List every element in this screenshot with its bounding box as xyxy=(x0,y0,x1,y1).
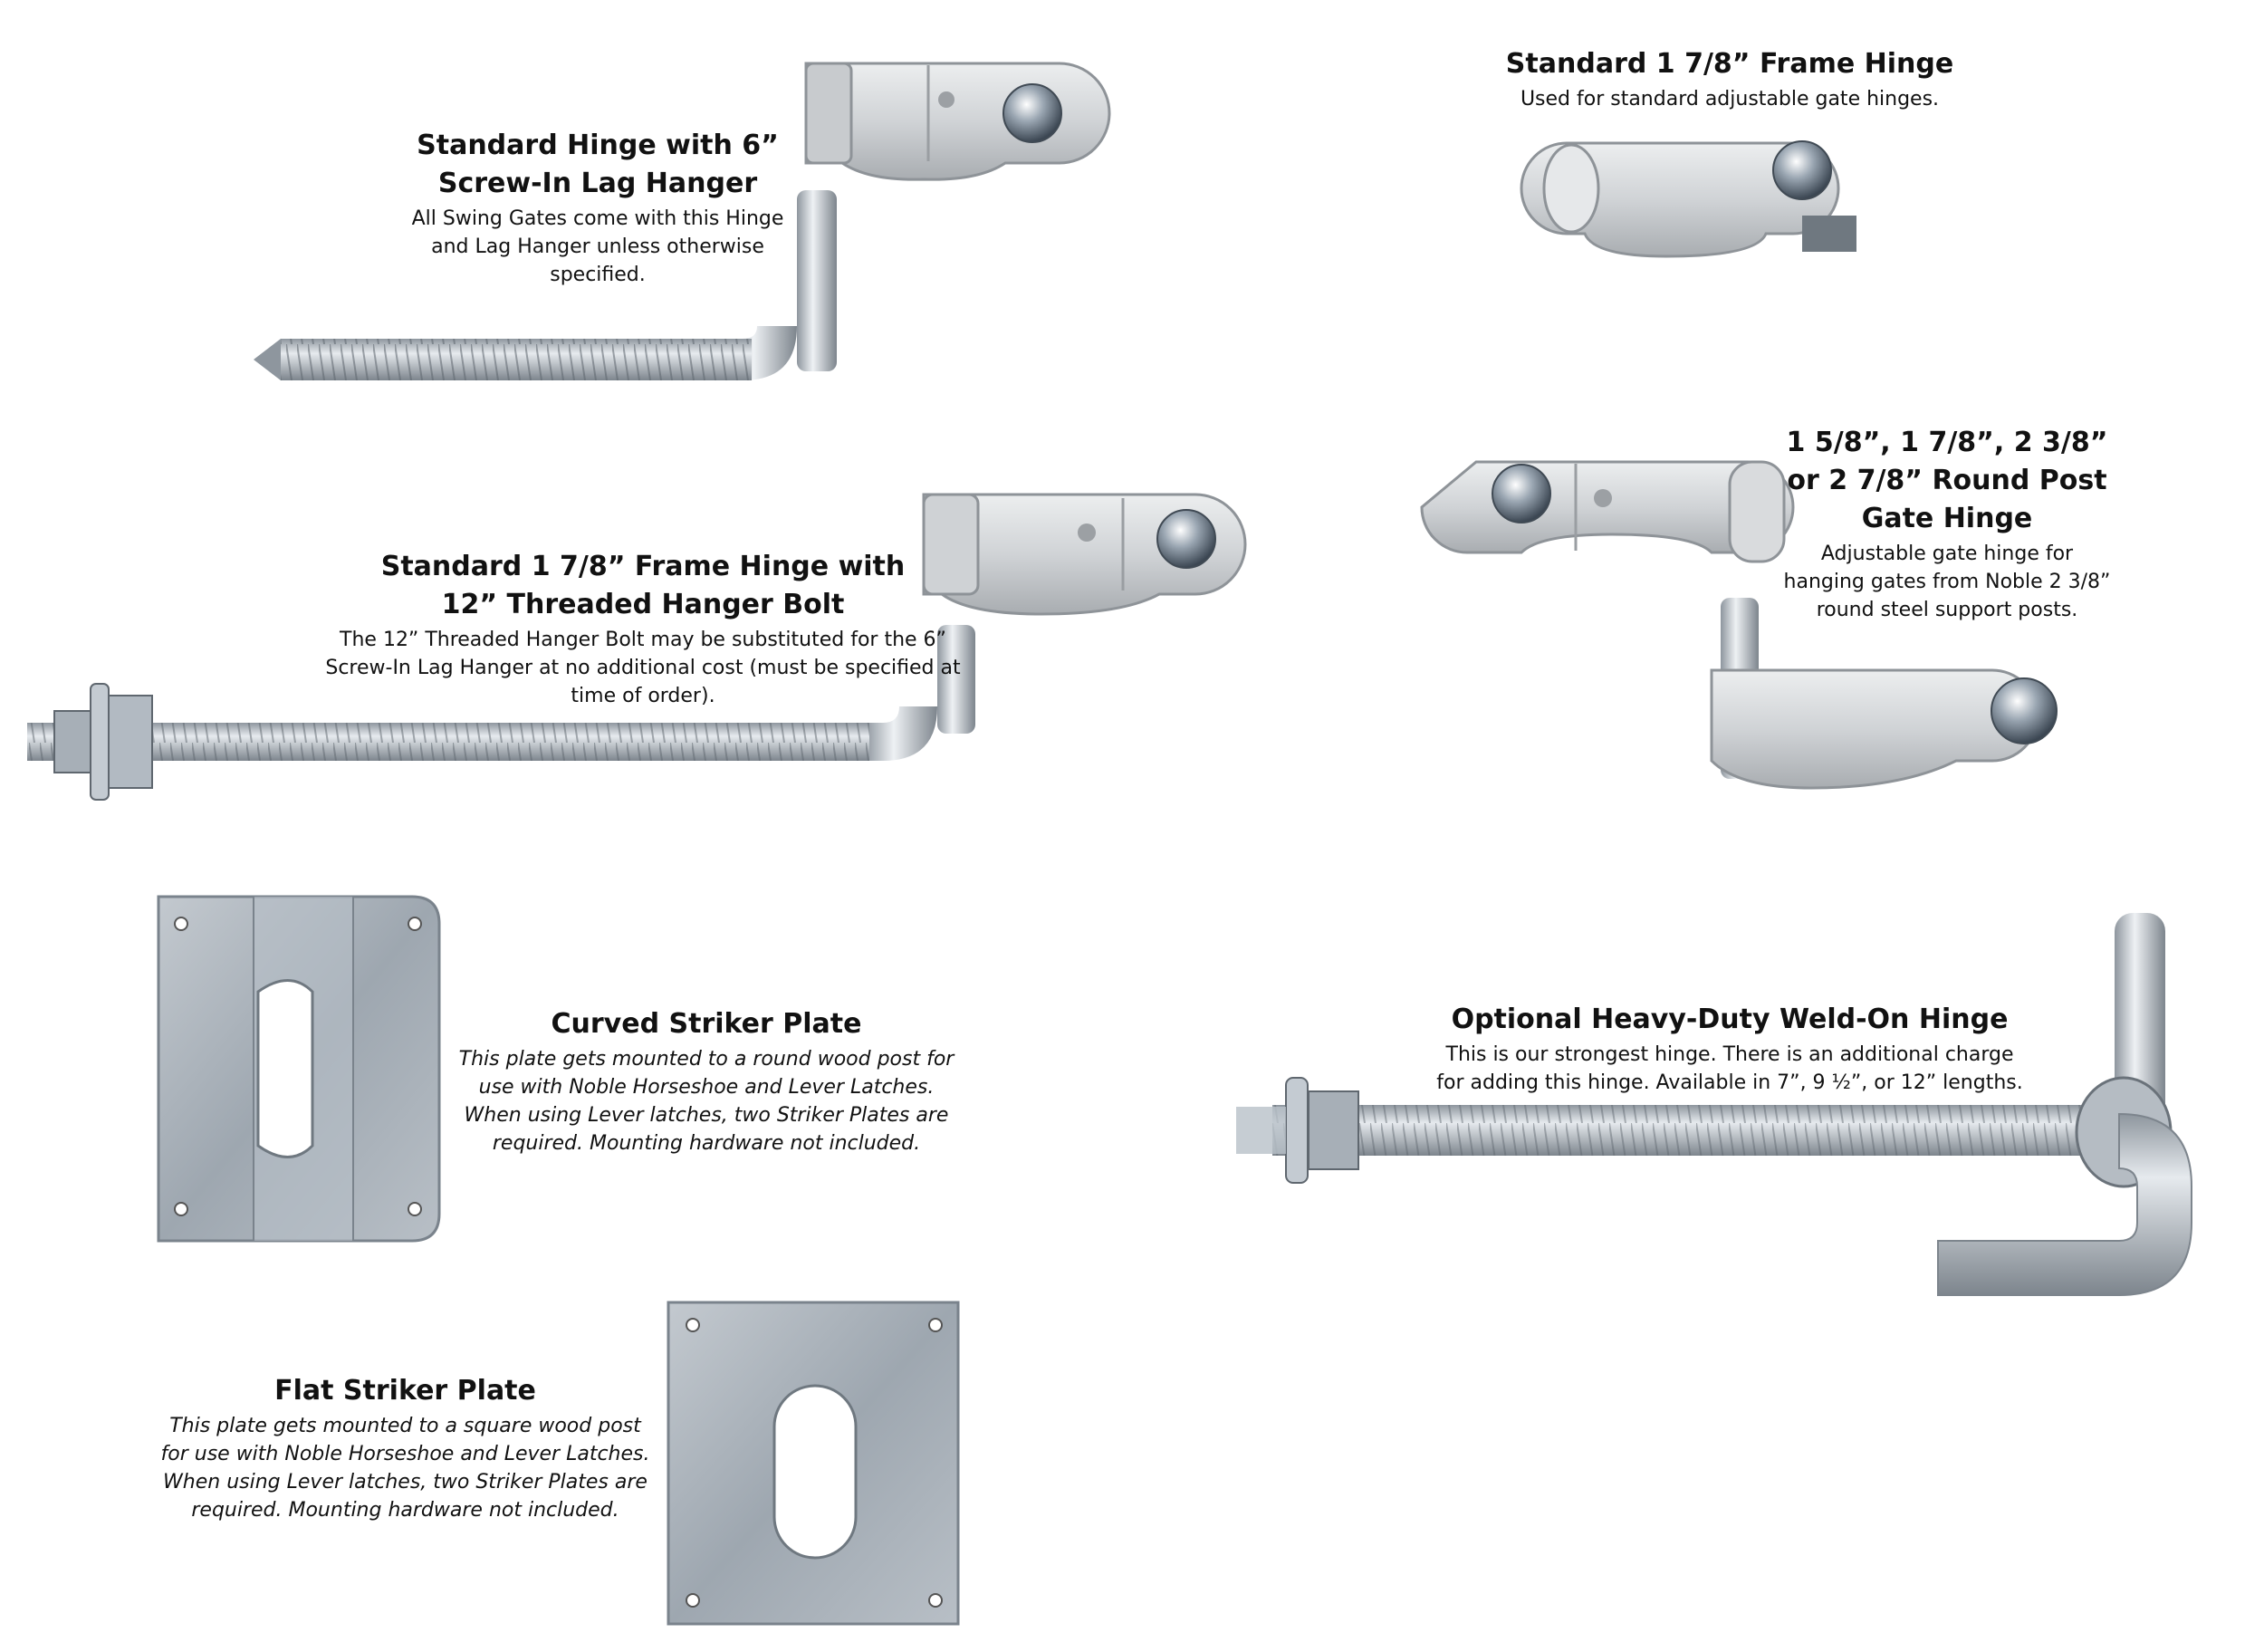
hinge-lag-description xyxy=(380,205,815,289)
desc-line: and Lag Hanger unless otherwise xyxy=(431,235,764,258)
desc-line: hanging gates from Noble 2 3/8” xyxy=(1783,571,2111,593)
title-line: Standard Hinge with 6” xyxy=(417,130,779,161)
curved-striker-caption xyxy=(457,1005,955,1157)
desc-line: This is our strongest hinge. There is an additional charge xyxy=(1445,1043,2014,1066)
title-line: Gate Hinge xyxy=(1861,503,2033,534)
desc-line: required. Mounting hardware not included. xyxy=(191,1499,619,1522)
desc-line: use with Noble Horseshoe and Lever Latches. xyxy=(478,1076,935,1099)
title-line: 1 5/8”, 1 7/8”, 2 3/8” xyxy=(1786,427,2108,458)
round-post-caption xyxy=(1757,424,2137,624)
title-line: Curved Striker Plate xyxy=(551,1008,862,1040)
title-line: or 2 7/8” Round Post xyxy=(1787,465,2107,496)
desc-line: This plate gets mounted to a square wood post xyxy=(169,1415,641,1437)
frame-bolt-caption xyxy=(254,548,1032,710)
hinge-lag-caption xyxy=(380,127,815,289)
weld-on-description xyxy=(1395,1041,2065,1097)
desc-line: This plate gets mounted to a round wood post for xyxy=(458,1048,955,1071)
frame-hinge-icon xyxy=(1530,116,1893,261)
title-line: Standard 1 7/8” Frame Hinge xyxy=(1505,48,1954,80)
title-line: Standard 1 7/8” Frame Hinge with xyxy=(380,551,906,582)
desc-line: When using Lever latches, two Striker Plates are xyxy=(163,1471,648,1494)
frame-hinge-description xyxy=(1358,85,2101,113)
desc-line: for use with Noble Horseshoe and Lever Latches. xyxy=(160,1443,650,1465)
title-line: Flat Striker Plate xyxy=(274,1375,536,1407)
frame-bolt-title xyxy=(254,548,1032,624)
flat-striker-description xyxy=(154,1412,657,1524)
desc-line: required. Mounting hardware not included. xyxy=(492,1132,921,1155)
desc-line: for adding this hinge. Available in 7”, 9 ½”, or 12” lengths. xyxy=(1436,1071,2023,1094)
weld-on-title xyxy=(1395,1001,2065,1039)
title-line: Optional Heavy-Duty Weld-On Hinge xyxy=(1451,1004,2009,1035)
curved-striker-title xyxy=(457,1005,955,1043)
desc-line: round steel support posts. xyxy=(1816,599,2078,621)
weld-on-hinge-icon xyxy=(1218,906,2196,1304)
desc-line: specified. xyxy=(550,264,646,286)
flat-striker-caption xyxy=(154,1372,657,1524)
hinge-lag-title xyxy=(380,127,815,203)
title-line: Screw-In Lag Hanger xyxy=(437,168,758,199)
curved-striker-plate-icon xyxy=(154,892,453,1254)
round-post-description xyxy=(1757,540,2137,624)
title-line: 12” Threaded Hanger Bolt xyxy=(441,589,845,620)
desc-line: When using Lever latches, two Striker Plates are xyxy=(464,1104,949,1127)
desc-line: Adjustable gate hinge for xyxy=(1820,543,2074,565)
frame-hinge-caption xyxy=(1358,45,2101,113)
desc-line: time of order). xyxy=(571,685,715,707)
desc-line: Used for standard adjustable gate hinges. xyxy=(1520,88,1940,110)
frame-hinge-title xyxy=(1358,45,2101,83)
curved-striker-description xyxy=(457,1045,955,1157)
desc-line: The 12” Threaded Hanger Bolt may be substituted for the 6” xyxy=(340,629,946,651)
flat-striker-title xyxy=(154,1372,657,1410)
weld-on-caption xyxy=(1395,1001,2065,1097)
round-post-title xyxy=(1757,424,2137,538)
desc-line: All Swing Gates come with this Hinge xyxy=(411,207,784,230)
flat-striker-plate-icon xyxy=(666,1300,964,1630)
frame-bolt-description xyxy=(254,626,1032,710)
desc-line: Screw-In Lag Hanger at no additional cost (must be specified at xyxy=(325,657,961,679)
